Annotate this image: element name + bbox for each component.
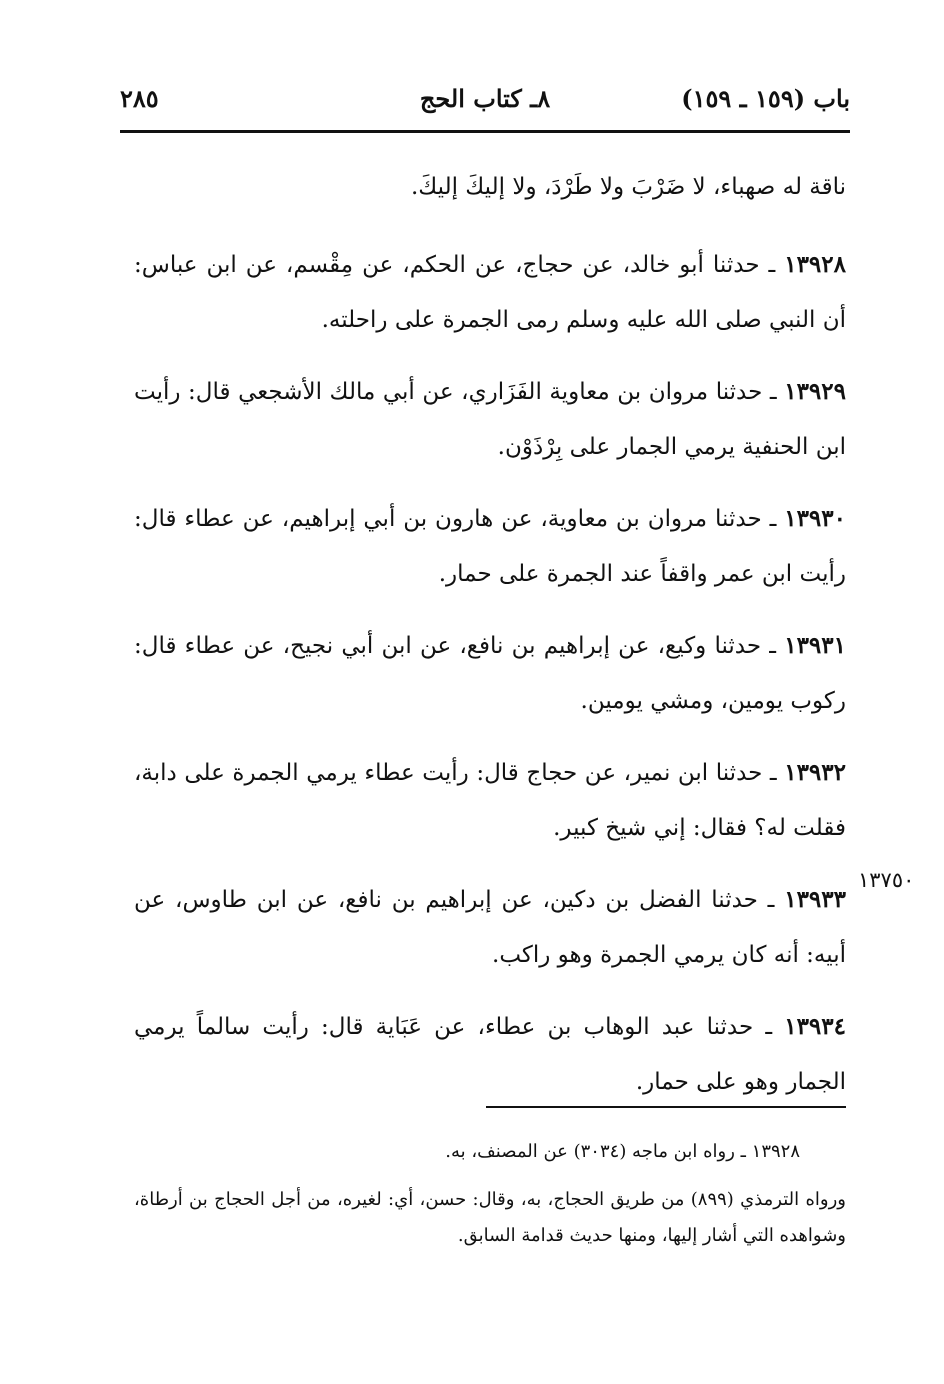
hadith-number: ١٣٩٣٢ — [784, 759, 846, 786]
footnotes — [134, 1134, 846, 1266]
hadith-number: ١٣٩٣٣ — [784, 886, 846, 913]
hadith-13928 — [134, 237, 846, 348]
hadith-number: ١٣٩٢٩ — [784, 378, 846, 405]
hadith-text: ـ حدثنا ابن نمير، عن حجاج قال: رأيت عطاء يرمي الجمرة على دابة، فقلت له؟ فقال: إني شيخ كبير. — [134, 760, 846, 841]
page-number: ٢٨٥ — [120, 84, 159, 113]
main-text — [134, 160, 846, 1126]
hadith-13934 — [134, 999, 846, 1110]
paragraph-text: ناقة له صهباء، لا ضَرْبَ ولا طَرْدَ، ولا إليكَ إليكَ. — [410, 174, 846, 200]
footnote-rule — [486, 1106, 846, 1108]
header-rule — [120, 130, 850, 133]
hadith-text: ـ حدثنا مروان بن معاوية الفَزَاري، عن أبي مالك الأشجعي قال: رأيت ابن الحنفية يرمي الجمار على بِرْذَوْن. — [134, 379, 846, 460]
footnote-1: ١٣٩٢٨ ـ رواه ابن ماجه (٣٠٣٤) عن المصنف، به. — [445, 1141, 800, 1162]
margin-reference-number: ١٣٧٥٠ — [858, 868, 915, 892]
hadith-13932 — [134, 745, 846, 856]
book-heading: ٨ـ كتاب الحج — [419, 84, 551, 113]
chapter-heading: باب (١٥٩ ـ ١٥٩) — [681, 84, 850, 113]
hadith-13930 — [134, 491, 846, 602]
hadith-text: ـ حدثنا عبد الوهاب بن عطاء، عن عَبَاية قال: رأيت سالماً يرمي الجمار وهو على حمار. — [134, 1014, 846, 1095]
hadith-13933 — [134, 872, 846, 983]
hadith-number: ١٣٩٢٨ — [784, 251, 846, 278]
hadith-text: ـ حدثنا أبو خالد، عن حجاج، عن الحكم، عن مِقْسم، عن ابن عباس: أن النبي صلى الله عليه وسلم رمى الجمرة على راحلته. — [134, 252, 846, 333]
hadith-text: ـ حدثنا الفضل بن دكين، عن إبراهيم بن نافع، عن ابن طاوس، عن أبيه: أنه كان يرمي الجمرة وهو راكب. — [134, 887, 846, 968]
hadith-text: ـ حدثنا مروان بن معاوية، عن هارون بن أبي إبراهيم، عن عطاء قال: رأيت ابن عمر واقفاً عند الجمرة على حمار. — [134, 506, 846, 587]
hadith-number: ١٣٩٣٠ — [784, 505, 846, 532]
hadith-13929 — [134, 364, 846, 475]
hadith-number: ١٣٩٣٤ — [784, 1013, 846, 1040]
footnote-2: ورواه الترمذي (٨٩٩) من طريق الحجاج، به، وقال: حسن، أي: لغيره، من أجل الحجاج بن أرطاة، وشواهده التي أشار إليها، ومنها حديث قدامة السابق. — [134, 1189, 846, 1246]
hadith-text: ـ حدثنا وكيع، عن إبراهيم بن نافع، عن ابن أبي نجيح، عن عطاء قال: ركوب يومين، ومشي يومين. — [134, 633, 846, 714]
page-header — [120, 84, 850, 124]
hadith-number: ١٣٩٣١ — [784, 632, 846, 659]
paragraph-continuation — [134, 160, 846, 215]
hadith-13931 — [134, 618, 846, 729]
